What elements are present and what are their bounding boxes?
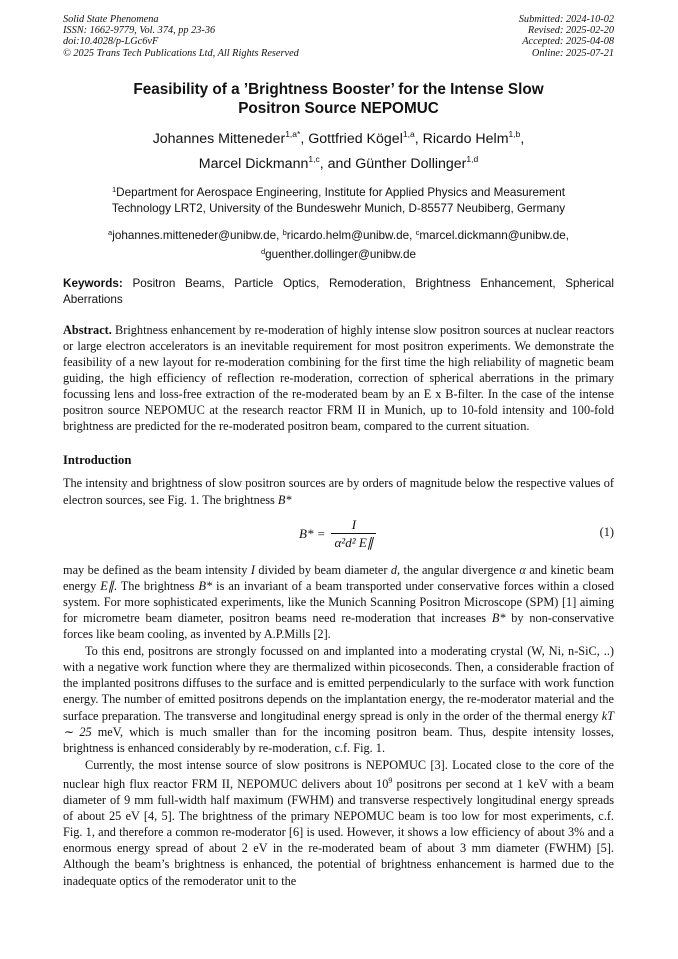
paragraph-text: . The brightness <box>113 578 199 593</box>
math-exponent: 9 <box>388 775 393 785</box>
emails-line-1 <box>63 225 614 244</box>
author-superscript: 1,b <box>508 128 521 139</box>
email-superscript: a <box>108 227 113 237</box>
journal-header <box>63 14 614 59</box>
copyright-line: © 2025 Trans Tech Publications Ltd, All Rights Reserved <box>63 47 299 59</box>
author-emails <box>63 225 614 263</box>
paragraph-text: by non-conservative forces like beam cooling, as invented by A.P.Mills [2]. <box>63 610 614 642</box>
emails-line-2 <box>63 244 614 263</box>
paragraph-text: Currently, the most intense source of slow positrons is NEPOMUC [3]. Located close to the core of the nuclear high flux reactor FRM II, NEPOMUC delivers about 10 <box>63 757 614 791</box>
journal-info <box>63 14 299 59</box>
author-superscript: 1,c <box>308 153 320 164</box>
intro-paragraph-4 <box>63 757 614 889</box>
email-superscript: b <box>282 227 287 237</box>
paragraph-text: To this end, positrons are strongly focussed on and implanted into a moderating crystal (W, Ni, n-SiC, ..) with a negative work function where they are thermalized within picoseconds. Then, a considerable fraction of the implanted positrons diffuses to the surface and is emitted perpendicularly to the surface with work function energy. The number of emitted positrons depends on the implantation energy, the re-moderator material and the surface preparation. The transverse and longitudinal energy spread is only in the order of the thermal energy <box>63 644 614 723</box>
issn-line: ISSN: 1662-9779, Vol. 374, pp 23-36 <box>63 25 216 37</box>
email-link[interactable]: guenther.dollinger@unibw.de <box>265 247 417 261</box>
authors-line-1 <box>63 124 614 149</box>
intro-paragraph-1 <box>63 475 614 507</box>
accepted-date: Accepted: 2025-04-08 <box>522 36 614 48</box>
author-superscript: 1,d <box>466 153 479 164</box>
author-superscript: 1,a <box>402 128 415 139</box>
author-superscript: 1,a* <box>285 128 301 139</box>
affiliation-line-2: Technology LRT2, University of the Bundeswehr Munich, D-85577 Neubiberg, Germany <box>111 201 566 215</box>
title-line-1: Feasibility of a ’Brightness Booster’ for the Intense Slow <box>133 80 544 98</box>
author-name: Johannes Mitteneder <box>152 130 286 147</box>
online-date: Online: 2025-07-21 <box>531 47 614 59</box>
paragraph-text: and kinetic beam energy <box>63 562 614 593</box>
revised-date: Revised: 2025-02-20 <box>527 25 614 37</box>
paper-page <box>63 14 614 889</box>
math-symbol: B* <box>277 492 292 507</box>
math-symbol: kT ∼ 25 <box>63 708 614 739</box>
author-list <box>63 124 614 174</box>
intro-paragraph-3 <box>63 643 614 756</box>
keywords-text: Positron Beams, Particle Optics, Remoderation, Brightness Enhancement, Spherical Aberrations <box>63 276 614 306</box>
abstract-text: Brightness enhancement by re-moderation of highly intense slow positron sources at nuclear reactors or large electron accelerators is an inevitable requirement for most positron experiments. We demonstrate the feasibility of a new layout for re-moderation combining for the first time the high reliability of magnetic beam guiding, the high efficiency of reflection re-moderation, correction of spherical aberrations in the primary focussing lens and loss-free extraction of the re-moderated beam by an E x B-filter. In the case of the intense positron source NEPOMUC at the research reactor FRM II in Munich, up to 10-fold intensity and 100-fold brightness are predicted for the re-moderated positron beam, compared to the current situation. <box>63 322 614 434</box>
paragraph-text: meV, which is much smaller than for the incoming positron beam. Thus, despite intensity losses, brightness is enhanced considerably by re-moderation, c.f. Fig. 1. <box>63 724 614 755</box>
email-superscript: d <box>260 246 266 256</box>
equation-body <box>299 517 376 551</box>
math-symbol: I <box>250 562 255 577</box>
abstract-label: Abstract. <box>63 322 112 337</box>
equation-number: (1) <box>599 524 614 539</box>
submitted-date: Submitted: 2024-10-02 <box>518 14 614 25</box>
doi-line: doi:10.4028/p-LGc6vF <box>63 36 159 48</box>
title-line-2: Positron Source NEPOMUC <box>238 99 439 117</box>
equation-denominator: α²d² E∥ <box>331 533 376 551</box>
equation-lhs: B* = <box>299 525 326 541</box>
email-link[interactable]: johannes.mitteneder@unibw.de, <box>112 228 283 242</box>
paragraph-text: is an invariant of a beam transported under conservative forces within a closed system. For more sophisticated experiments, like the Munich Scanning Positron Microscope (SPM) [1] aiming for micrometre beam diameter, positron beams need re-moderation that increases <box>63 578 614 625</box>
paragraph-text: , the angular divergence <box>397 562 520 577</box>
keywords-label: Keywords: <box>63 276 123 290</box>
affiliation <box>63 182 614 217</box>
paragraph-text: divided by beam diameter <box>254 562 391 577</box>
affiliation-superscript: 1 <box>111 184 117 194</box>
dates-info <box>519 14 614 59</box>
journal-name: Solid State Phenomena <box>63 14 159 25</box>
paragraph-text: may be defined as the beam intensity <box>63 562 251 577</box>
email-superscript: c <box>415 227 420 237</box>
paper-title <box>63 80 614 118</box>
affiliation-text: Department for Aerospace Engineering, Institute for Applied Physics and Measurement <box>116 185 566 199</box>
equation-1 <box>63 515 614 555</box>
authors-line-2 <box>63 149 614 174</box>
equation-numerator: I <box>351 516 357 532</box>
equation-fraction <box>331 517 376 551</box>
email-link[interactable]: marcel.dickmann@unibw.de, <box>419 228 569 242</box>
abstract <box>63 322 614 435</box>
author-name: , Gottfried Kögel <box>300 130 403 147</box>
author-name: , and Günther Dollinger <box>319 155 467 172</box>
paragraph-text: positrons per second at 1 keV with a beam diameter of 9 mm full-width half maximum (FWHM) and transverse respectively longitudinal energy spreads of about 25 eV [4, 5]. The brightness of the primary NEPOMUC beam is too low for most experiments, c.f. Fig. 1, and therefore a common re-moderator [6] is used. However, it shows a low efficiency of about 3% and a enormous energy spread of about 2 eV in the re-moderated beam of about 3 mm diameter (FWHM) [5]. Although the beam’s brightness is enhanced, the potential of brightness enhancement is harmed due to the inadequate optics of the remoderator unit to the <box>63 776 614 888</box>
author-name: Marcel Dickmann <box>198 155 309 172</box>
math-symbol: α <box>519 562 526 577</box>
keywords <box>63 276 614 308</box>
math-symbol: E∥ <box>100 578 114 593</box>
math-symbol: B* <box>198 578 213 593</box>
paragraph-text: The intensity and brightness of slow positron sources are by orders of magnitude below the respective values of electron sources, see Fig. 1. The brightness <box>63 476 614 507</box>
author-separator: , <box>520 130 525 147</box>
author-name: , Ricardo Helm <box>414 130 509 147</box>
affiliation-line-1 <box>63 182 614 201</box>
email-link[interactable]: ricardo.helm@unibw.de, <box>286 228 416 242</box>
section-heading-introduction: Introduction <box>63 453 132 468</box>
math-symbol: B* <box>491 610 506 625</box>
intro-paragraph-2 <box>63 562 614 642</box>
math-symbol: d <box>390 562 398 577</box>
